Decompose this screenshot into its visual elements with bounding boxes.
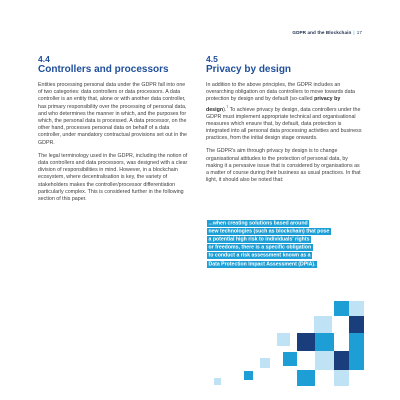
mosaic-square [349,333,364,351]
pull-quote-line: or freedoms, there is a specific obligation [208,244,312,251]
header-separator: | [353,30,355,35]
page-number: 17 [356,30,362,35]
pull-quote-line: a potential high risk to individuals' rights [208,236,310,243]
mosaic-square [349,316,364,333]
section-number: 4.4 [38,54,50,64]
mosaic-square [334,301,349,316]
mosaic-square [260,358,270,368]
mosaic-square [297,370,315,386]
header-title: GDPR and the Blockchain [292,30,352,35]
section-number: 4.5 [206,54,218,64]
paragraph: The GDPR's aim through privacy by design is to change organisational attitudes to the protection of personal data, by making it a pervasive issue that is considered by organisations as a matter of course during their business as usual practices. In that light, it should also be noted that: [206,148,361,184]
pull-quote-line: new technologies (such as blockchain) that pose [208,228,330,235]
mosaic-square [315,333,334,351]
right-column [206,55,364,190]
mosaic-square [349,351,364,370]
mosaic-square [277,333,290,346]
mosaic-square [334,370,349,386]
mosaic-square [214,378,221,385]
mosaic-square [314,316,332,333]
paragraph: In addition to the above principles, the GDPR includes an overarching obligation on data controllers to move towards data protection by design and by default (so-called privacy by design).$^7$ To achieve privacy by design, data controllers under the GDPR must implement appropriate technical and organisational measures which ensure that, by default, data protection is integrated into all personal data processing activities and business practices, from the initial design stage onwards. [206,82,362,142]
pull-quote-line: to conduct a risk assessment known as a [208,252,311,259]
paragraph-text: In addition to the above principles, the GDPR includes an overarching obligation on data controllers to move towards data protection by design and by default (so-called [206,82,355,103]
mosaic-square [244,371,253,380]
mosaic-square [297,333,315,351]
running-header [292,30,362,35]
mosaic-square [315,351,334,370]
paragraph: The legal terminology used in the GDPR, including the notion of data controllers and data processors, was designed with a clear division of responsibilities in mind. However, in a blockchain ecosystem, where decentralisation is key, the variety of stakeholders makes the controller/processor differentiation particularly complex. This is considered further in the following section of this paper. [38,152,188,203]
mosaic-square [334,351,349,370]
mosaic-square [349,301,364,316]
pull-quote-line: Data Protection Impact Assessment (DPIA). [208,261,316,268]
pull-quote [207,219,339,268]
pull-quote-line: ...when creating solutions based around [208,220,308,226]
paragraph-text: To achieve privacy by design, data controllers under the GDPR must implement appropriate technical and organisational measures which ensure that, by default, data protection is integrated into all personal data processing activities and business practices, from the initial design stage onwards. [206,106,362,142]
paragraph: Entities processing personal data under the GDPR fall into one of two categories: data controllers or data processors. A data controller is an entity that, alone or with another data controller, has primary responsibility over the processing of personal data, and who determines the manner in which, and the purposes for which, the personal data is processed. A data processor, on the other hand, processes personal data on behalf of a data controller, under mandatory contractual provisions set out in the GDPR. [38,82,187,146]
mosaic-square [283,352,297,366]
bold-term: privacy by design [206,96,341,113]
section-title: Privacy by design [206,64,292,75]
section-title: Controllers and processors [38,64,169,75]
left-column [38,55,188,209]
footnote-ref: 7 [226,104,229,109]
